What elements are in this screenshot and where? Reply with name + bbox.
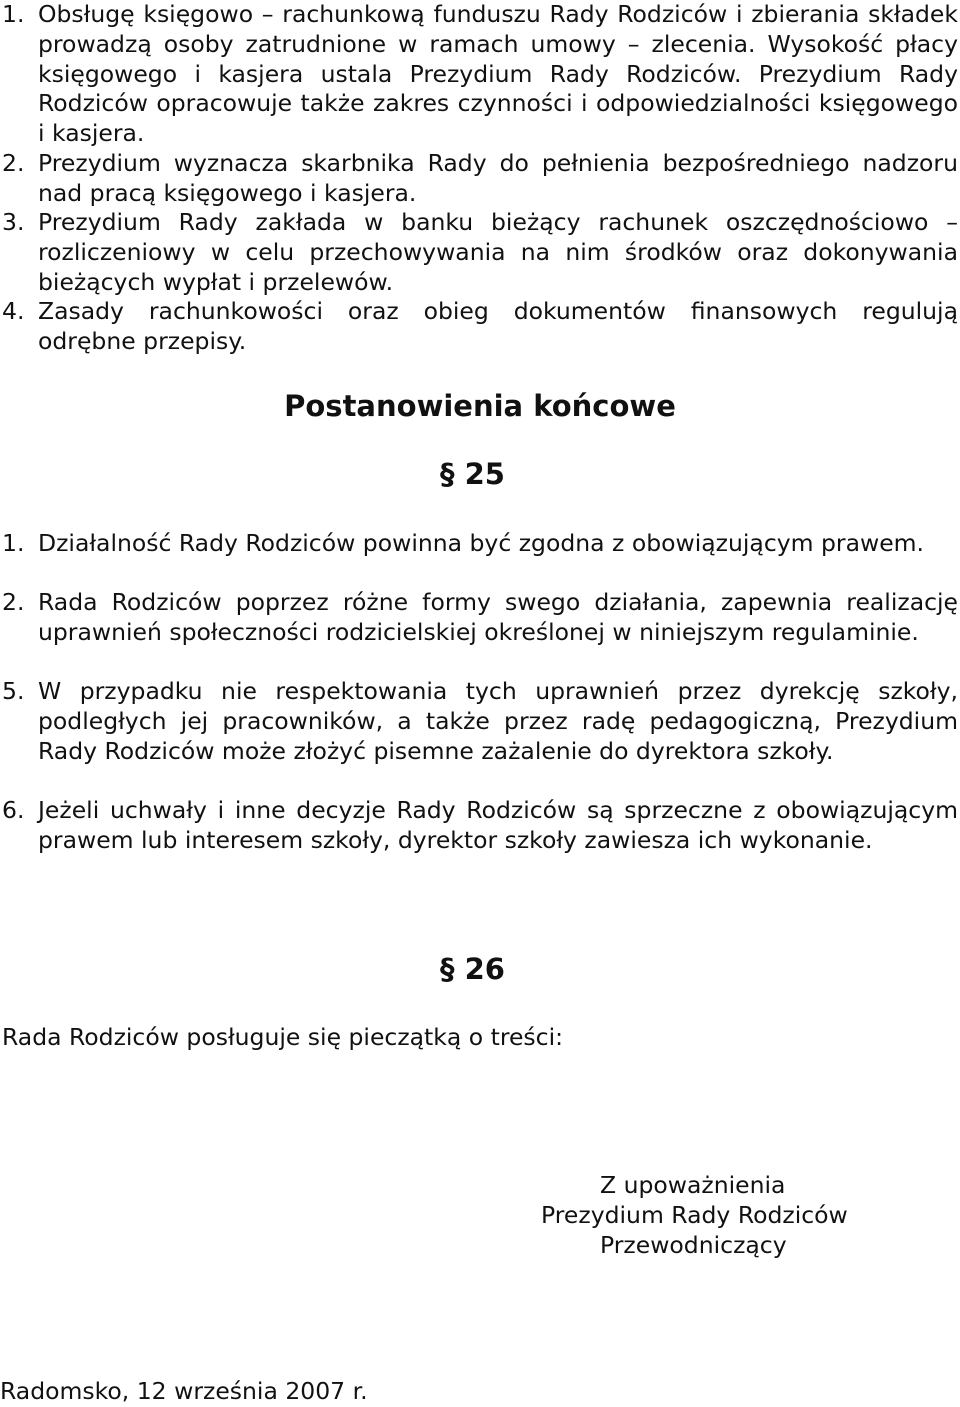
item-text: Rada Rodziców poprzez różne formy swego działania, zapewnia realizację uprawnień społeczności rodzicielskiej określonej w niniejszym regulaminie. <box>38 588 958 646</box>
item-number: 2. <box>2 149 25 177</box>
list-item <box>2 588 958 648</box>
paragraph-mark-25: § 25 <box>440 457 505 491</box>
item-number: 3. <box>2 208 25 236</box>
list-item <box>2 529 958 559</box>
item-text: Prezydium Rady zakłada w banku bieżący rachunek oszczędnościowo – rozliczeniowy w celu przechowywania na nim środków oraz dokonywania bieżących wypłat i przelewów. <box>38 208 958 296</box>
item-text: Działalność Rady Rodziców powinna być zgodna z obowiązującym prawem. <box>38 529 925 557</box>
list-item <box>2 297 958 357</box>
item-number: 4. <box>2 297 25 325</box>
list-item <box>2 149 958 209</box>
item-number: 5. <box>2 677 25 705</box>
signature-line-body: Prezydium Rady Rodziców <box>541 1201 848 1229</box>
place-date: Radomsko, 12 września 2007 r. <box>0 1377 368 1405</box>
item-number: 6. <box>2 796 25 824</box>
signature-line-role: Przewodniczący <box>600 1231 787 1259</box>
list-item <box>2 677 958 766</box>
list-item <box>2 796 958 856</box>
item-number: 1. <box>2 0 25 28</box>
item-number: 2. <box>2 588 25 616</box>
paragraph-mark-26: § 26 <box>440 952 505 986</box>
item-text: W przypadku nie respektowania tych uprawnień przez dyrekcję szkoły, podległych jej pracowników, a także przez radę pedagogiczną, Prezydium Rady Rodziców może złożyć pisemne zażalenie do dyrektora szkoły. <box>38 677 958 765</box>
list-item <box>2 0 958 149</box>
item-text: Obsługę księgowo – rachunkową funduszu Rady Rodziców i zbierania składek prowadzą osoby zatrudnione w ramach umowy – zlecenia. Wysokość płacy księgowego i kasjera ustala Prezydium Rady Rodziców. Prezydium Rady Rodziców opracowuje także zakres czynności i odpowiedzialności księgowego i kasjera. <box>38 0 958 148</box>
list-item <box>2 208 958 297</box>
item-text: Jeżeli uchwały i inne decyzje Rady Rodziców są sprzeczne z obowiązującym prawem lub interesem szkoły, dyrektor szkoły zawiesza ich wykonanie. <box>38 796 958 854</box>
item-number: 1. <box>2 529 25 557</box>
stamp-statement: Rada Rodziców posługuje się pieczątką o treści: <box>2 1023 564 1051</box>
item-text: Zasady rachunkowości oraz obieg dokumentów finansowych regulują odrębne przepisy. <box>38 297 958 355</box>
signature-line-authorization: Z upoważnienia <box>600 1171 786 1199</box>
section-title: Postanowienia końcowe <box>284 389 676 423</box>
item-text: Prezydium wyznacza skarbnika Rady do pełnienia bezpośredniego nadzoru nad pracą księgowego i kasjera. <box>38 149 958 207</box>
